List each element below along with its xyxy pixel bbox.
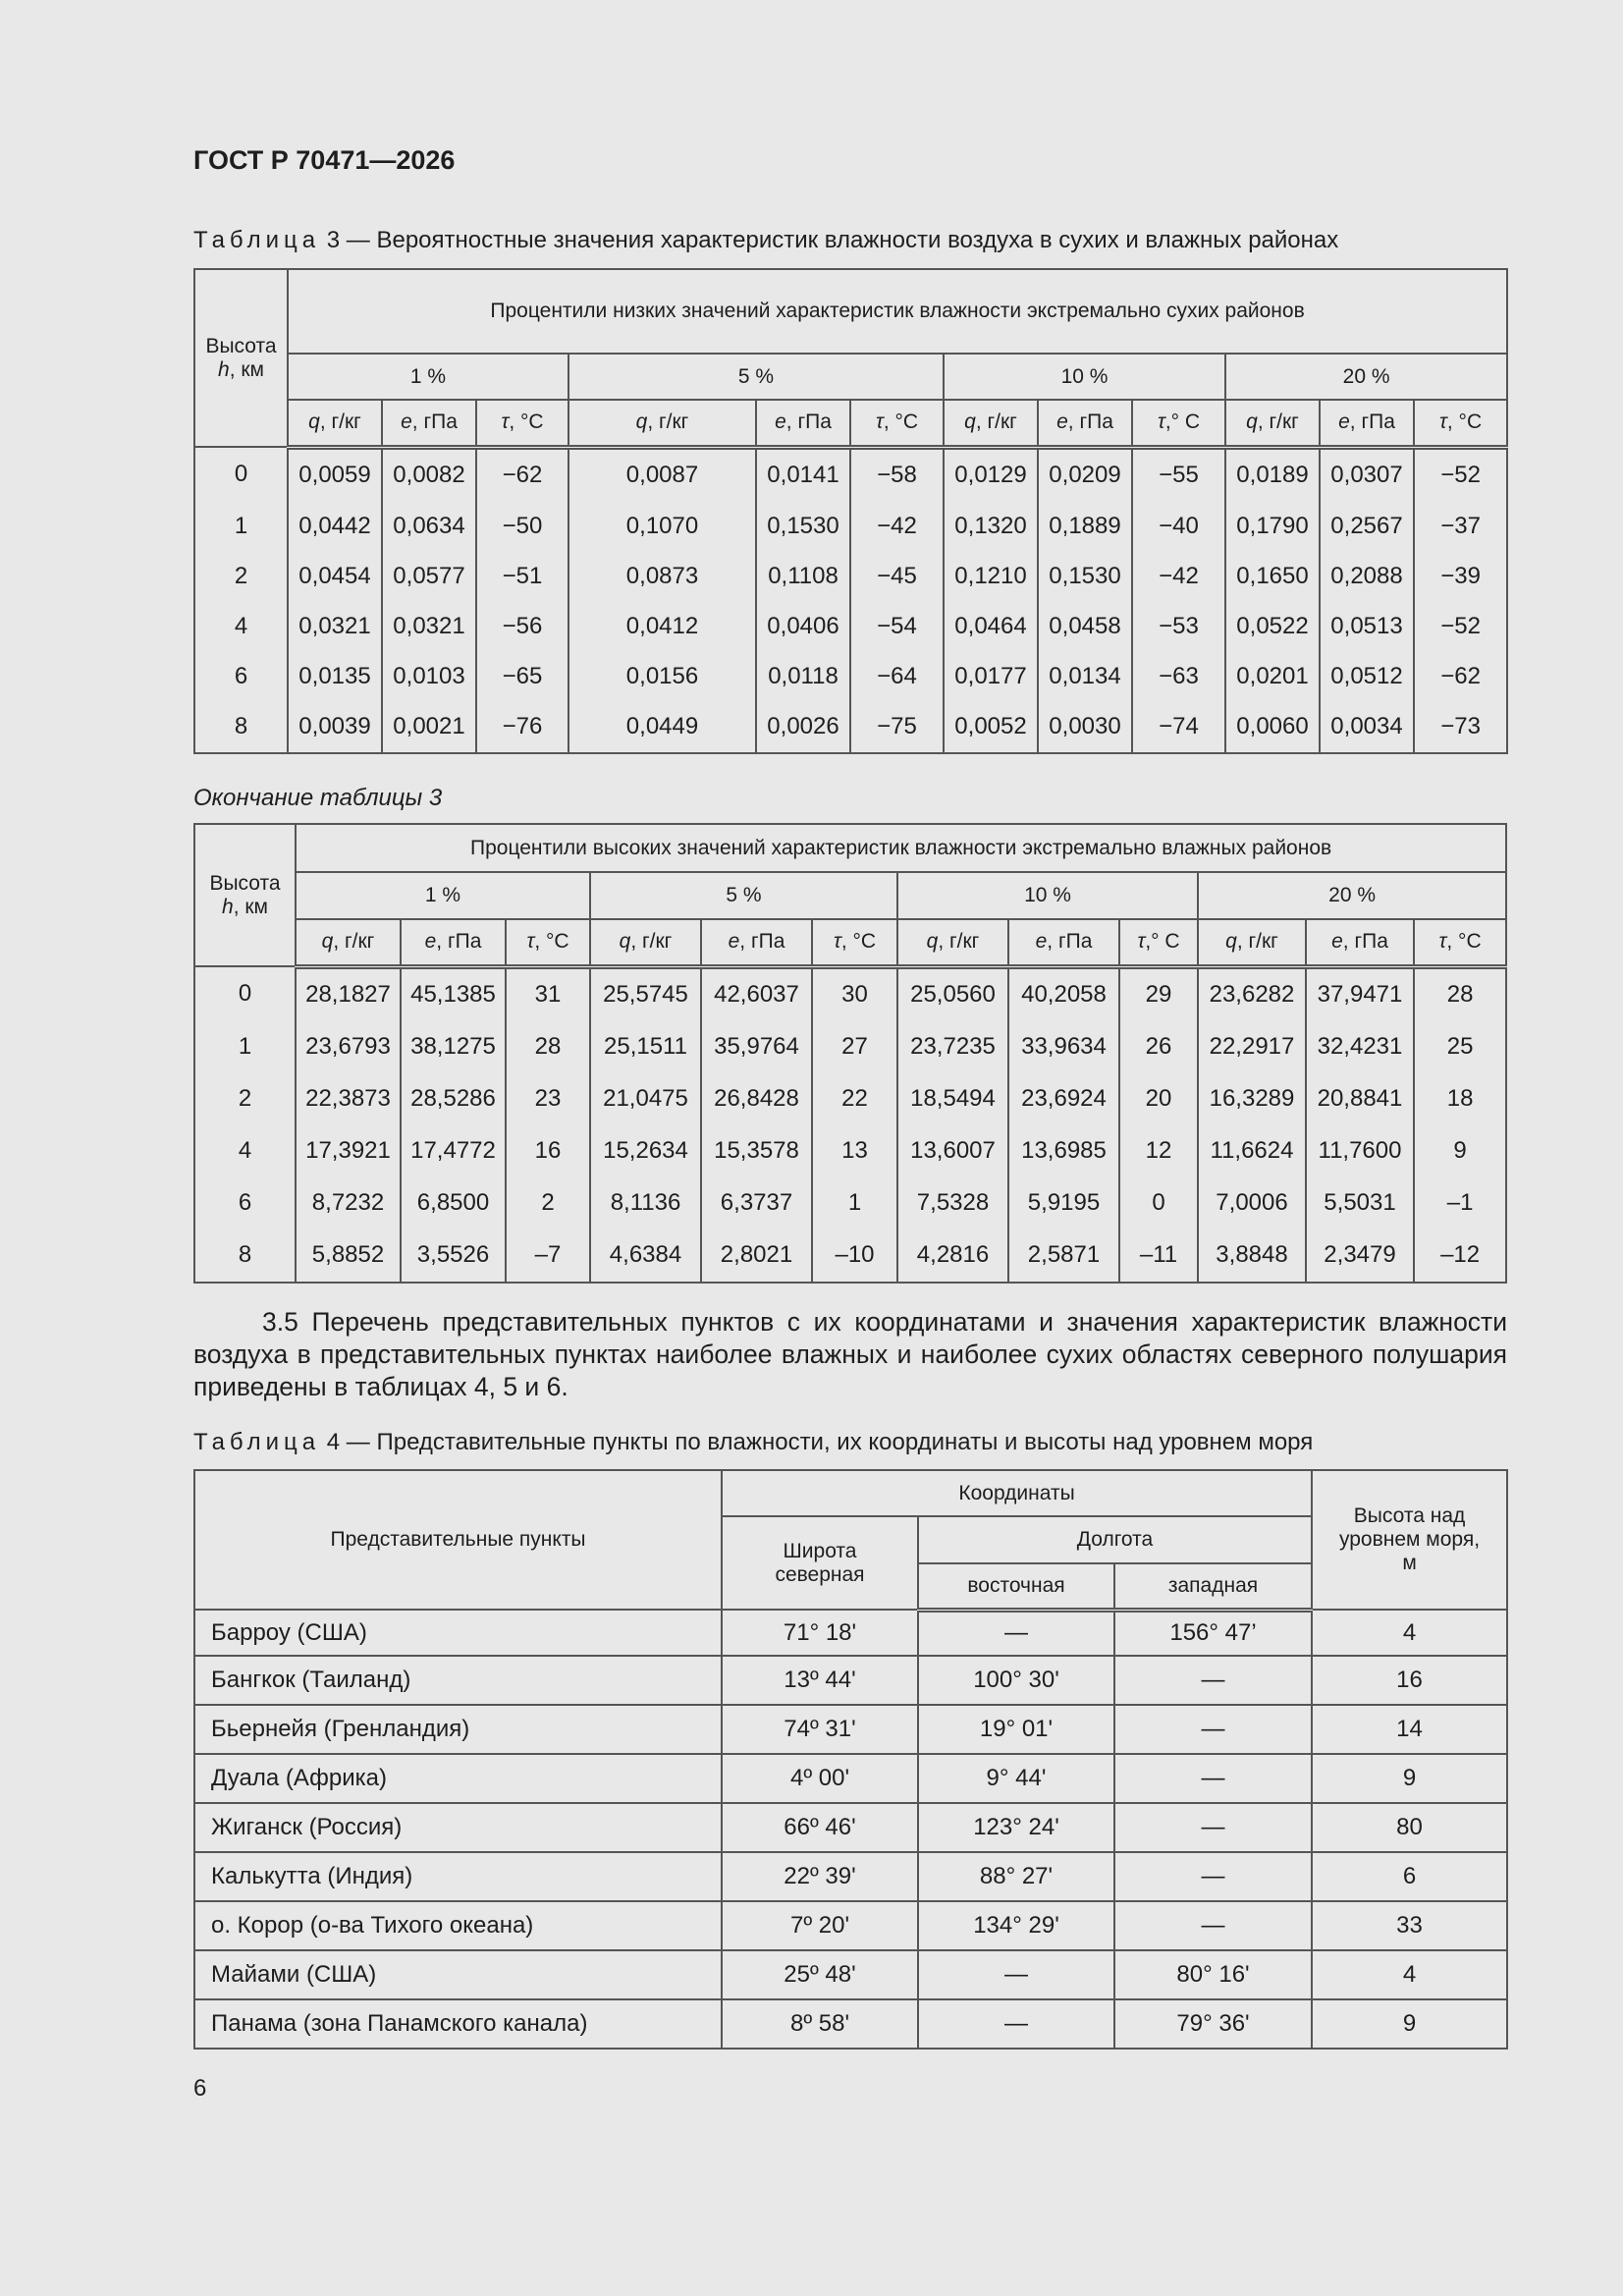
value-cell: −40 — [1132, 501, 1225, 551]
value-cell: 4 — [1312, 1950, 1507, 1999]
value-cell: 0,2567 — [1320, 501, 1414, 551]
table3-caption-text: 3 — Вероятностные значения характеристик влажности воздуха в сухих и влажных районах — [326, 227, 1339, 253]
value-cell: 2,3479 — [1306, 1229, 1414, 1283]
height-cell: 8 — [194, 701, 288, 753]
subheader-cell: τ, °C — [812, 919, 897, 966]
value-cell: 23,6282 — [1198, 966, 1306, 1020]
table-row — [194, 501, 1507, 551]
document-header: ГОСТ Р 70471—2026 — [193, 145, 456, 175]
value-cell: 0,1790 — [1225, 501, 1320, 551]
value-cell: 15,3578 — [701, 1124, 812, 1176]
table-row — [194, 601, 1507, 651]
table-row — [194, 651, 1507, 701]
value-cell: 32,4231 — [1306, 1020, 1414, 1072]
value-cell: 23,6924 — [1008, 1072, 1119, 1124]
value-cell: 22,2917 — [1198, 1020, 1306, 1072]
value-cell: 11,6624 — [1198, 1124, 1306, 1176]
value-cell: 0,1210 — [944, 551, 1038, 601]
value-cell: 0,0201 — [1225, 651, 1320, 701]
value-cell: 79° 36' — [1114, 1999, 1312, 2049]
height-header: Высота h, км — [194, 824, 296, 966]
value-cell: 7,5328 — [897, 1176, 1008, 1229]
value-cell: 0,0522 — [1225, 601, 1320, 651]
value-cell: 0,0634 — [382, 501, 476, 551]
point-name-cell: Панама (зона Панамского канала) — [194, 1999, 722, 2049]
value-cell: 0,0209 — [1038, 447, 1132, 501]
value-cell: 2,5871 — [1008, 1229, 1119, 1283]
value-cell: 31 — [506, 966, 590, 1020]
value-cell: 0,0189 — [1225, 447, 1320, 501]
value-cell: 18 — [1414, 1072, 1506, 1124]
value-cell: 80° 16' — [1114, 1950, 1312, 1999]
value-cell: 0,0449 — [568, 701, 756, 753]
percentile-row — [194, 872, 1506, 919]
subheader-row — [194, 919, 1506, 966]
value-cell: — — [1114, 1852, 1312, 1901]
value-cell: 0,0039 — [288, 701, 382, 753]
value-cell: −74 — [1132, 701, 1225, 753]
subheader-cell: e, гПа — [756, 400, 850, 447]
percentile-header: 10 % — [944, 354, 1225, 400]
subheader-cell: q, г/кг — [296, 919, 401, 966]
percentile-header: 5 % — [568, 354, 944, 400]
value-cell: 0,1530 — [1038, 551, 1132, 601]
value-cell: 0,0052 — [944, 701, 1038, 753]
subheader-cell: e, гПа — [1038, 400, 1132, 447]
value-cell: 13,6007 — [897, 1124, 1008, 1176]
value-cell: 0,0442 — [288, 501, 382, 551]
value-cell: 0,0321 — [288, 601, 382, 651]
table-row — [194, 1999, 1507, 2049]
value-cell: 9 — [1312, 1999, 1507, 2049]
value-cell: 0,0412 — [568, 601, 756, 651]
value-cell: 38,1275 — [401, 1020, 506, 1072]
value-cell: 71° 18' — [722, 1610, 918, 1656]
percentile-row — [194, 354, 1507, 400]
percentile-header: 20 % — [1225, 354, 1507, 400]
value-cell: 28,5286 — [401, 1072, 506, 1124]
value-cell: −51 — [476, 551, 568, 601]
subheader-cell: q, г/кг — [288, 400, 382, 447]
subheader-cell: q, г/кг — [897, 919, 1008, 966]
value-cell: 30 — [812, 966, 897, 1020]
value-cell: 0,0026 — [756, 701, 850, 753]
table-row — [194, 1803, 1507, 1852]
point-name-cell: Дуала (Африка) — [194, 1754, 722, 1803]
value-cell: 0,1320 — [944, 501, 1038, 551]
col-east-header: восточная — [918, 1563, 1114, 1610]
value-cell: 6 — [1312, 1852, 1507, 1901]
value-cell: −50 — [476, 501, 568, 551]
table3 — [193, 268, 1508, 754]
value-cell: 0 — [1119, 1176, 1198, 1229]
table-row — [194, 1754, 1507, 1803]
value-cell: 5,8852 — [296, 1229, 401, 1283]
table3-continuation — [193, 823, 1507, 1284]
height-cell: 4 — [194, 601, 288, 651]
value-cell: — — [1114, 1803, 1312, 1852]
value-cell: 156° 47’ — [1114, 1610, 1312, 1656]
value-cell: — — [1114, 1901, 1312, 1950]
height-header: Высота h, км — [194, 269, 288, 447]
value-cell: 42,6037 — [701, 966, 812, 1020]
value-cell: 88° 27' — [918, 1852, 1114, 1901]
subheader-cell: e, гПа — [1320, 400, 1414, 447]
value-cell: −54 — [850, 601, 944, 651]
value-cell: 6,3737 — [701, 1176, 812, 1229]
value-cell: 4,6384 — [590, 1229, 701, 1283]
value-cell: 13,6985 — [1008, 1124, 1119, 1176]
value-cell: 8º 58' — [722, 1999, 918, 2049]
value-cell: 0,0034 — [1320, 701, 1414, 753]
height-cell: 0 — [194, 447, 288, 501]
value-cell: 15,2634 — [590, 1124, 701, 1176]
value-cell: −55 — [1132, 447, 1225, 501]
value-cell: — — [918, 1610, 1114, 1656]
subheader-cell: e, гПа — [701, 919, 812, 966]
percentile-header: 1 % — [288, 354, 568, 400]
table-row — [194, 1610, 1507, 1656]
col-longitude-header: Долгота — [918, 1516, 1312, 1563]
value-cell: 25,0560 — [897, 966, 1008, 1020]
value-cell: 0,1650 — [1225, 551, 1320, 601]
value-cell: — — [918, 1999, 1114, 2049]
value-cell: 20 — [1119, 1072, 1198, 1124]
value-cell: 25 — [1414, 1020, 1506, 1072]
point-name-cell: Жиганск (Россия) — [194, 1803, 722, 1852]
value-cell: 0,0156 — [568, 651, 756, 701]
value-cell: 0,0458 — [1038, 601, 1132, 651]
value-cell: 0,0059 — [288, 447, 382, 501]
value-cell: 23,6793 — [296, 1020, 401, 1072]
value-cell: −73 — [1414, 701, 1507, 753]
value-cell: −64 — [850, 651, 944, 701]
value-cell: 26,8428 — [701, 1072, 812, 1124]
value-cell: 8,7232 — [296, 1176, 401, 1229]
value-cell: 0,0873 — [568, 551, 756, 601]
value-cell: −42 — [1132, 551, 1225, 601]
table-row — [194, 966, 1506, 1020]
value-cell: –10 — [812, 1229, 897, 1283]
value-cell: 0,0454 — [288, 551, 382, 601]
subheader-cell: τ, °C — [506, 919, 590, 966]
percentile-header: 1 % — [296, 872, 590, 919]
value-cell: 4 — [1312, 1610, 1507, 1656]
height-cell: 8 — [194, 1229, 296, 1283]
value-cell: 0,0103 — [382, 651, 476, 701]
value-cell: — — [1114, 1656, 1312, 1705]
value-cell: −52 — [1414, 601, 1507, 651]
point-name-cell: о. Корор (о-ва Тихого океана) — [194, 1901, 722, 1950]
value-cell: 40,2058 — [1008, 966, 1119, 1020]
value-cell: 13 — [812, 1124, 897, 1176]
value-cell: 28 — [1414, 966, 1506, 1020]
value-cell: 66º 46' — [722, 1803, 918, 1852]
value-cell: 6,8500 — [401, 1176, 506, 1229]
value-cell: 4,2816 — [897, 1229, 1008, 1283]
subheader-cell: q, г/кг — [1198, 919, 1306, 966]
table4-body — [194, 1610, 1507, 2049]
value-cell: 35,9764 — [701, 1020, 812, 1072]
table-row — [194, 1950, 1507, 1999]
value-cell: 37,9471 — [1306, 966, 1414, 1020]
value-cell: 80 — [1312, 1803, 1507, 1852]
point-name-cell: Бангкок (Таиланд) — [194, 1656, 722, 1705]
value-cell: 0,0512 — [1320, 651, 1414, 701]
table3-continuation-body — [194, 966, 1506, 1283]
value-cell: −76 — [476, 701, 568, 753]
col-west-header: западная — [1114, 1563, 1312, 1610]
value-cell: −63 — [1132, 651, 1225, 701]
value-cell: 0,0177 — [944, 651, 1038, 701]
value-cell: −65 — [476, 651, 568, 701]
table3-continuation-caption: Окончание таблицы 3 — [193, 785, 443, 811]
percentile-header: 5 % — [590, 872, 897, 919]
table3-caption-label: Таблица — [193, 227, 321, 253]
value-cell: 23,7235 — [897, 1020, 1008, 1072]
value-cell: 0,0513 — [1320, 601, 1414, 651]
value-cell: 2,8021 — [701, 1229, 812, 1283]
value-cell: 18,5494 — [897, 1072, 1008, 1124]
value-cell: 9° 44' — [918, 1754, 1114, 1803]
subheader-cell: e, гПа — [401, 919, 506, 966]
col-points-header: Представительные пункты — [194, 1470, 722, 1610]
subheader-cell: τ, °C — [1414, 400, 1507, 447]
table-row — [194, 1705, 1507, 1754]
value-cell: 12 — [1119, 1124, 1198, 1176]
value-cell: 7,0006 — [1198, 1176, 1306, 1229]
value-cell: 23 — [506, 1072, 590, 1124]
subheader-cell: τ, °C — [1414, 919, 1506, 966]
col-altitude-header: Высота над уровнем моря, м — [1312, 1470, 1507, 1610]
value-cell: 0,0307 — [1320, 447, 1414, 501]
table4 — [193, 1469, 1508, 2050]
percentile-header: 10 % — [897, 872, 1198, 919]
table3-body — [194, 447, 1507, 753]
subheader-cell: e, гПа — [382, 400, 476, 447]
table3-caption — [193, 227, 1338, 254]
value-cell: 13º 44' — [722, 1656, 918, 1705]
value-cell: 0,1530 — [756, 501, 850, 551]
table-row — [194, 447, 1507, 501]
value-cell: 1 — [812, 1176, 897, 1229]
value-cell: −53 — [1132, 601, 1225, 651]
value-cell: 9 — [1312, 1754, 1507, 1803]
value-cell: –11 — [1119, 1229, 1198, 1283]
col-coords-header: Координаты — [722, 1470, 1312, 1516]
point-name-cell: Барроу (США) — [194, 1610, 722, 1656]
value-cell: 0,0321 — [382, 601, 476, 651]
table-row — [194, 1656, 1507, 1705]
value-cell: 20,8841 — [1306, 1072, 1414, 1124]
value-cell: 14 — [1312, 1705, 1507, 1754]
table-row — [194, 701, 1507, 753]
height-cell: 6 — [194, 1176, 296, 1229]
value-cell: 0,0141 — [756, 447, 850, 501]
value-cell: 26 — [1119, 1020, 1198, 1072]
value-cell: 8,1136 — [590, 1176, 701, 1229]
value-cell: 2 — [506, 1176, 590, 1229]
value-cell: −62 — [476, 447, 568, 501]
value-cell: 0,0135 — [288, 651, 382, 701]
value-cell: 0,0129 — [944, 447, 1038, 501]
subheader-cell: τ, °C — [850, 400, 944, 447]
subheader-cell: τ,° C — [1132, 400, 1225, 447]
table-row — [194, 551, 1507, 601]
percentile-header: 20 % — [1198, 872, 1506, 919]
value-cell: 0,0118 — [756, 651, 850, 701]
value-cell: 3,8848 — [1198, 1229, 1306, 1283]
value-cell: 0,0082 — [382, 447, 476, 501]
value-cell: 7º 20' — [722, 1901, 918, 1950]
height-cell: 2 — [194, 1072, 296, 1124]
value-cell: 123° 24' — [918, 1803, 1114, 1852]
subheader-cell: q, г/кг — [568, 400, 756, 447]
value-cell: 0,2088 — [1320, 551, 1414, 601]
value-cell: — — [918, 1950, 1114, 1999]
value-cell: 9 — [1414, 1124, 1506, 1176]
table-row — [194, 1124, 1506, 1176]
value-cell: 28 — [506, 1020, 590, 1072]
value-cell: 33,9634 — [1008, 1020, 1119, 1072]
col-latitude-header: Широта северная — [722, 1516, 918, 1610]
value-cell: 0,0030 — [1038, 701, 1132, 753]
value-cell: −52 — [1414, 447, 1507, 501]
value-cell: 0,1889 — [1038, 501, 1132, 551]
value-cell: 74º 31' — [722, 1705, 918, 1754]
group-header: Процентили низких значений характеристик влажности экстремально сухих районов — [288, 269, 1507, 354]
value-cell: 17,3921 — [296, 1124, 401, 1176]
value-cell: 22º 39' — [722, 1852, 918, 1901]
value-cell: 29 — [1119, 966, 1198, 1020]
value-cell: 0,1108 — [756, 551, 850, 601]
height-cell: 6 — [194, 651, 288, 701]
table-row — [194, 1176, 1506, 1229]
height-cell: 2 — [194, 551, 288, 601]
value-cell: 4º 00' — [722, 1754, 918, 1803]
value-cell: –1 — [1414, 1176, 1506, 1229]
value-cell: — — [1114, 1705, 1312, 1754]
value-cell: 28,1827 — [296, 966, 401, 1020]
table-row — [194, 1072, 1506, 1124]
value-cell: 25,1511 — [590, 1020, 701, 1072]
table-row — [194, 1901, 1507, 1950]
value-cell: 17,4772 — [401, 1124, 506, 1176]
value-cell: 0,0060 — [1225, 701, 1320, 753]
value-cell: 11,7600 — [1306, 1124, 1414, 1176]
value-cell: 21,0475 — [590, 1072, 701, 1124]
height-cell: 1 — [194, 501, 288, 551]
value-cell: −58 — [850, 447, 944, 501]
value-cell: 5,9195 — [1008, 1176, 1119, 1229]
value-cell: −62 — [1414, 651, 1507, 701]
value-cell: 3,5526 — [401, 1229, 506, 1283]
point-name-cell: Бьернейя (Гренландия) — [194, 1705, 722, 1754]
value-cell: 22,3873 — [296, 1072, 401, 1124]
value-cell: 0,1070 — [568, 501, 756, 551]
value-cell: 0,0406 — [756, 601, 850, 651]
value-cell: −56 — [476, 601, 568, 651]
table4-caption — [193, 1429, 1313, 1456]
value-cell: 100° 30' — [918, 1656, 1114, 1705]
subheader-cell: q, г/кг — [590, 919, 701, 966]
table-row — [194, 1852, 1507, 1901]
value-cell: –7 — [506, 1229, 590, 1283]
subheader-cell: e, гПа — [1008, 919, 1119, 966]
value-cell: 16,3289 — [1198, 1072, 1306, 1124]
value-cell: 16 — [1312, 1656, 1507, 1705]
point-name-cell: Майами (США) — [194, 1950, 722, 1999]
subheader-row — [194, 400, 1507, 447]
value-cell: 0,0087 — [568, 447, 756, 501]
height-cell: 4 — [194, 1124, 296, 1176]
value-cell: 134° 29' — [918, 1901, 1114, 1950]
table-row — [194, 1020, 1506, 1072]
value-cell: −75 — [850, 701, 944, 753]
subheader-cell: τ, °C — [476, 400, 568, 447]
value-cell: 19° 01' — [918, 1705, 1114, 1754]
table4-caption-label: Таблица — [193, 1429, 321, 1455]
value-cell: 22 — [812, 1072, 897, 1124]
value-cell: 33 — [1312, 1901, 1507, 1950]
value-cell: −42 — [850, 501, 944, 551]
subheader-cell: q, г/кг — [944, 400, 1038, 447]
height-cell: 1 — [194, 1020, 296, 1072]
value-cell: −45 — [850, 551, 944, 601]
value-cell: −37 — [1414, 501, 1507, 551]
value-cell: –12 — [1414, 1229, 1506, 1283]
section-3-5-paragraph: 3.5 Перечень представительных пунктов с их координатами и значения характеристик влажности воздуха в представительных пунктах наиболее влажных и наиболее сухих областях северного полушария приведены в таблицах 4, 5 и 6. — [193, 1307, 1507, 1401]
group-header: Процентили высоких значений характеристик влажности экстремально влажных районов — [296, 824, 1506, 872]
value-cell: 25º 48' — [722, 1950, 918, 1999]
value-cell: 25,5745 — [590, 966, 701, 1020]
table4-caption-text: 4 — Представительные пункты по влажности, их координаты и высоты над уровнем моря — [326, 1429, 1314, 1455]
value-cell: −39 — [1414, 551, 1507, 601]
value-cell: 0,0021 — [382, 701, 476, 753]
value-cell: 27 — [812, 1020, 897, 1072]
value-cell: 16 — [506, 1124, 590, 1176]
height-cell: 0 — [194, 966, 296, 1020]
value-cell: 0,0577 — [382, 551, 476, 601]
subheader-cell: q, г/кг — [1225, 400, 1320, 447]
subheader-cell: τ,° C — [1119, 919, 1198, 966]
value-cell: 0,0134 — [1038, 651, 1132, 701]
value-cell: 5,5031 — [1306, 1176, 1414, 1229]
table-row — [194, 1229, 1506, 1283]
value-cell: 0,0464 — [944, 601, 1038, 651]
value-cell: 45,1385 — [401, 966, 506, 1020]
page-number: 6 — [193, 2075, 207, 2102]
value-cell: — — [1114, 1754, 1312, 1803]
subheader-cell: e, гПа — [1306, 919, 1414, 966]
point-name-cell: Калькутта (Индия) — [194, 1852, 722, 1901]
